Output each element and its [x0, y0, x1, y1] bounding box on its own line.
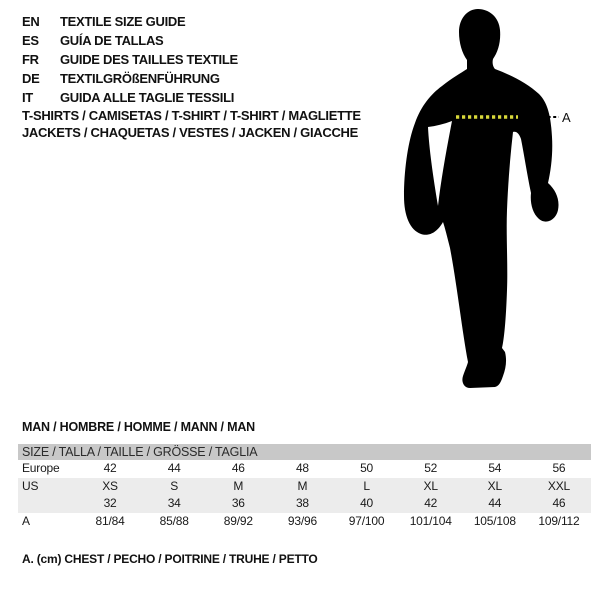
table-cell: 34 [142, 495, 206, 513]
table-cell: 44 [463, 495, 527, 513]
table-cell: 36 [206, 495, 270, 513]
size-table-header: SIZE / TALLA / TAILLE / GRÖSSE / TAGLIA [18, 444, 591, 460]
table-cell: 50 [360, 461, 374, 475]
table-row-alt-size [18, 495, 591, 513]
table-cell: 109/112 [538, 513, 580, 528]
measurement-footnote: A. (cm) CHEST / PECHO / POITRINE / TRUHE / PETTO [22, 552, 318, 566]
table-row-chest-a [18, 513, 591, 531]
language-label: GUIDE DES TAILLES TEXTILE [60, 52, 238, 67]
table-cell: 56 [552, 461, 566, 475]
table-cell: 46 [231, 461, 245, 475]
row-label: A [22, 513, 30, 528]
language-code: FR [22, 52, 39, 67]
table-row-us [18, 478, 591, 496]
table-cell: 46 [527, 495, 591, 513]
category-line-jackets: JACKETS / CHAQUETAS / VESTES / JACKEN / GIACCHE [22, 125, 358, 140]
language-code: IT [22, 90, 33, 105]
section-title-man: MAN / HOMBRE / HOMME / MANN / MAN [22, 420, 255, 434]
table-cell: 97/100 [348, 513, 385, 528]
category-line-tshirts: T-SHIRTS / CAMISETAS / T-SHIRT / T-SHIRT / MAGLIETTE [22, 108, 361, 123]
table-cell: XXL [527, 478, 591, 496]
table-cell: 54 [488, 461, 502, 475]
table-cell: 38 [270, 495, 334, 513]
table-cell: M [270, 478, 334, 496]
table-cell: S [142, 478, 206, 496]
table-cell: XL [399, 478, 463, 496]
language-code: DE [22, 71, 40, 86]
table-cell: 81/84 [95, 513, 125, 528]
man-silhouette-body [404, 9, 559, 388]
size-table [18, 444, 591, 530]
table-cell: 42 [399, 495, 463, 513]
measure-label-a: A [562, 110, 571, 125]
row-label [18, 495, 78, 513]
table-cell: 40 [335, 495, 399, 513]
table-cell: 52 [424, 461, 438, 475]
table-cell: 101/104 [409, 513, 452, 528]
table-cell: 89/92 [223, 513, 253, 528]
table-cell: 42 [103, 461, 117, 475]
language-label: TEXTILGRÖßENFÜHRUNG [60, 71, 220, 86]
table-cell: XS [78, 478, 142, 496]
table-cell: 93/96 [287, 513, 317, 528]
table-cell: 48 [295, 461, 309, 475]
size-table-header-row [18, 444, 591, 460]
row-label: US [18, 478, 78, 496]
row-label: Europe [22, 461, 60, 475]
language-label: GUÍA DE TALLAS [60, 33, 164, 48]
table-cell: M [206, 478, 270, 496]
language-code: EN [22, 14, 40, 29]
language-code: ES [22, 33, 39, 48]
table-cell: 105/108 [473, 513, 516, 528]
language-label: TEXTILE SIZE GUIDE [60, 14, 186, 29]
table-cell: 44 [167, 461, 181, 475]
table-cell: 32 [78, 495, 142, 513]
table-cell: XL [463, 478, 527, 496]
language-label: GUIDA ALLE TAGLIE TESSILI [60, 90, 235, 105]
table-cell: L [335, 478, 399, 496]
table-row-europe [18, 460, 591, 478]
table-cell: 85/88 [159, 513, 189, 528]
